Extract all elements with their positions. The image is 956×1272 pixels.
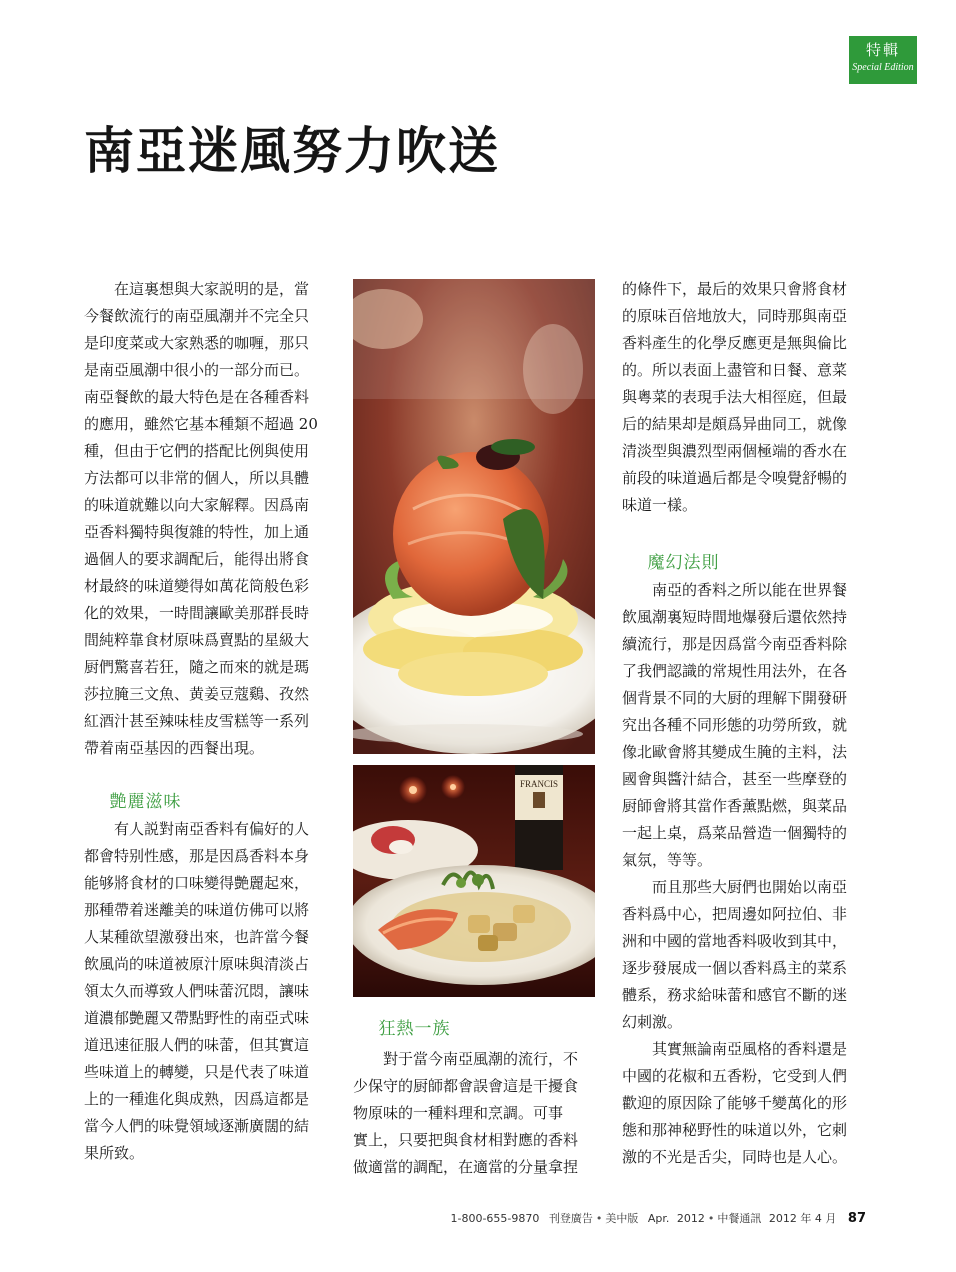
text-line: 香料產生的化學反應更是無與倫比 (622, 334, 848, 352)
text-line: 人某種欲望激發出來，也許當今餐 (84, 928, 310, 946)
text-line: 實上，只要把與食材相對應的香料 (353, 1131, 579, 1149)
text-line: 的應用，雖然它基本種類不超過 20 (84, 415, 318, 433)
salmon-dish-photo (353, 279, 595, 754)
text-line: 而且那些大厨們也開始以南亞 (652, 878, 848, 896)
text-line: 清淡型與濃烈型兩個極端的香水在 (622, 442, 848, 460)
text-line: 那種帶着迷離美的味道仿佛可以將 (84, 901, 310, 919)
text-line: 的原味百倍地放大，同時那與南亞 (622, 307, 848, 325)
text-line: 材最終的味道變得如萬花筒般色彩 (84, 577, 310, 595)
salmon-dish-image (353, 279, 595, 754)
column-3 (622, 276, 866, 1171)
text-line: 少保守的厨師都會誤會這是干擾食 (353, 1077, 579, 1095)
text-line: 續流行，那是因爲當今南亞香料除 (622, 635, 848, 653)
footer-month: Apr. (647, 1212, 670, 1225)
badge-en: Special Edition (852, 62, 914, 73)
section-heading: 艶麗滋味 (109, 792, 182, 812)
paragraph (622, 577, 866, 874)
text-line: 紅酒汁甚至辣味桂皮雪糕等一系列 (84, 712, 310, 730)
text-line: 是南亞風潮中很小的一部分而已。 (84, 361, 310, 379)
special-edition-badge (849, 36, 917, 84)
text-line: 對于當今南亞風潮的流行，不 (383, 1050, 579, 1068)
text-line: 領太久而導致人們味蕾沉悶，讓味 (84, 982, 310, 1000)
text-line: 后的結果却是頗爲异曲同工，就像 (622, 415, 848, 433)
text-line: 今餐飲流行的南亞風潮并不完全只 (84, 307, 310, 325)
text-line: 做適當的調配，在適當的分量拿捏 (353, 1158, 579, 1176)
text-line: 其實無論南亞風格的香料還是 (652, 1040, 848, 1058)
text-line: 上的一種進化與成熟，因爲這都是 (84, 1090, 310, 1108)
text-line: 一起上桌，爲菜品營造一個獨特的 (622, 824, 848, 842)
text-line: 飲風潮裏短時間地爆發后還依然持 (622, 608, 848, 626)
footer-year: 2012 (676, 1212, 705, 1225)
text-line: 化的效果，一時間讓歐美那群長時 (84, 604, 310, 622)
footer-edition: 美中版 (605, 1212, 639, 1225)
text-line: 幻刺激。 (622, 1013, 683, 1031)
paragraph (353, 1046, 595, 1181)
text-line: 種，但由于它們的搭配比例與使用 (84, 442, 310, 460)
text-line: 果所致。 (84, 1144, 145, 1162)
text-line: 有人説對南亞香料有偏好的人 (114, 820, 310, 838)
text-line: 都會特别性感，那是因爲香料本身 (84, 847, 310, 865)
section-heading: 魔幻法則 (647, 553, 720, 573)
text-line: 氣氛，等等。 (622, 851, 713, 869)
section-heading: 狂熱一族 (378, 1019, 451, 1039)
text-line: 莎拉腌三文魚、黄姜豆蔻鷄、孜然 (84, 685, 310, 703)
text-line: 像北歐會將其變成生腌的主料，法 (622, 743, 848, 761)
footer-date: 2012 年 4 月 (768, 1212, 837, 1225)
text-line: 物原味的一種料理和烹調。可事 (353, 1104, 564, 1122)
text-line: 南亞餐飲的最大特色是在各種香料 (84, 388, 310, 406)
text-line: 與粵菜的表現手法大相徑庭，但最 (622, 388, 848, 406)
text-line: 南亞的香料之所以能在世界餐 (652, 581, 848, 599)
text-line: 厨們驚喜若狂，隨之而來的就是瑪 (84, 658, 310, 676)
text-line: 了我們認識的常規性用法外，在各 (622, 662, 848, 680)
text-line: 是印度菜或大家熟悉的咖喱，那只 (84, 334, 310, 352)
text-line: 亞香料獨特與復雜的特性，加上通 (84, 523, 310, 541)
text-line: 洲和中國的當地香料吸收到其中， (622, 932, 848, 950)
text-line: 究出各種不同形態的功勞所致，就 (622, 716, 848, 734)
badge-zh: 特輯 (865, 41, 900, 59)
restaurant-table-photo (353, 765, 595, 997)
text-line: 的。所以表面上盡管和日餐、意菜 (622, 361, 848, 379)
text-line: 飲風尚的味道被原汁原味與清淡占 (84, 955, 310, 973)
footer-magazine: 中餐通訊 (717, 1212, 762, 1225)
text-line: 個背景不同的大厨的理解下開發研 (622, 689, 848, 707)
text-line: 當今人們的味覺領域逐漸廣闊的結 (84, 1117, 310, 1135)
paragraph (622, 874, 866, 1036)
paragraph (84, 816, 326, 1167)
text-line: 方法都可以非常的個人，所以具體 (84, 469, 310, 487)
text-line: 歡迎的原因除了能够千變萬化的形 (622, 1094, 848, 1112)
paragraph (622, 276, 866, 519)
text-line: 些味道上的轉變，只是代表了味道 (84, 1063, 310, 1081)
text-line: 間純粹靠食材原味爲賣點的星級大 (84, 631, 310, 649)
text-line: 中國的花椒和五香粉，它受到人們 (622, 1067, 848, 1085)
text-line: 道濃郁艶麗又帶點野性的南亞式味 (84, 1009, 310, 1027)
paragraph (622, 1036, 866, 1171)
text-line: 國會與醬汁結合，甚至一些摩登的 (622, 770, 848, 788)
text-line: 味道一樣。 (622, 496, 698, 514)
text-line: 帶着南亞基因的西餐出現。 (84, 739, 265, 757)
footer-ad: 刊登廣告 (548, 1212, 593, 1225)
text-line: 厨師會將其當作香薰點燃，與菜品 (622, 797, 848, 815)
article-title: 南亞迷風努力吹送 (84, 122, 500, 180)
text-line: 過個人的要求調配后，能得出將食 (84, 550, 310, 568)
text-line: 激的不光是舌尖，同時也是人心。 (622, 1148, 848, 1166)
wine-label-text: FRANCIS (519, 779, 559, 789)
text-line: 道迅速征服人們的味蕾，但其實這 (84, 1036, 310, 1054)
text-line: 體系，務求給味蕾和感官不斷的迷 (622, 986, 848, 1004)
text-line: 在這裏想與大家説明的是，當 (114, 280, 310, 298)
column-1 (84, 276, 326, 1167)
text-line: 態和那神秘野性的味道以外，它刺 (622, 1121, 848, 1139)
text-line: 的條件下，最后的效果只會將食材 (622, 280, 848, 298)
page-footer: 1-800-655-9870 刊登廣告 • 美中版 Apr. 2012 • 中餐通訊 2012 年 4 月 87 (450, 1211, 866, 1226)
column-2 (353, 1012, 595, 1181)
text-line: 的味道就難以向大家解釋。因爲南 (84, 496, 310, 514)
text-line: 能够將食材的口味變得艶麗起來， (84, 874, 310, 892)
page-number: 87 (847, 1211, 866, 1226)
restaurant-table-image (353, 765, 595, 997)
text-line: 香料爲中心，把周邊如阿拉伯、非 (622, 905, 848, 923)
paragraph (84, 276, 326, 762)
text-line: 逐步發展成一個以香料爲主的菜系 (622, 959, 848, 977)
footer-phone: 1-800-655-9870 (450, 1212, 540, 1225)
text-line: 前段的味道過后都是令嗅覺舒暢的 (622, 469, 848, 487)
